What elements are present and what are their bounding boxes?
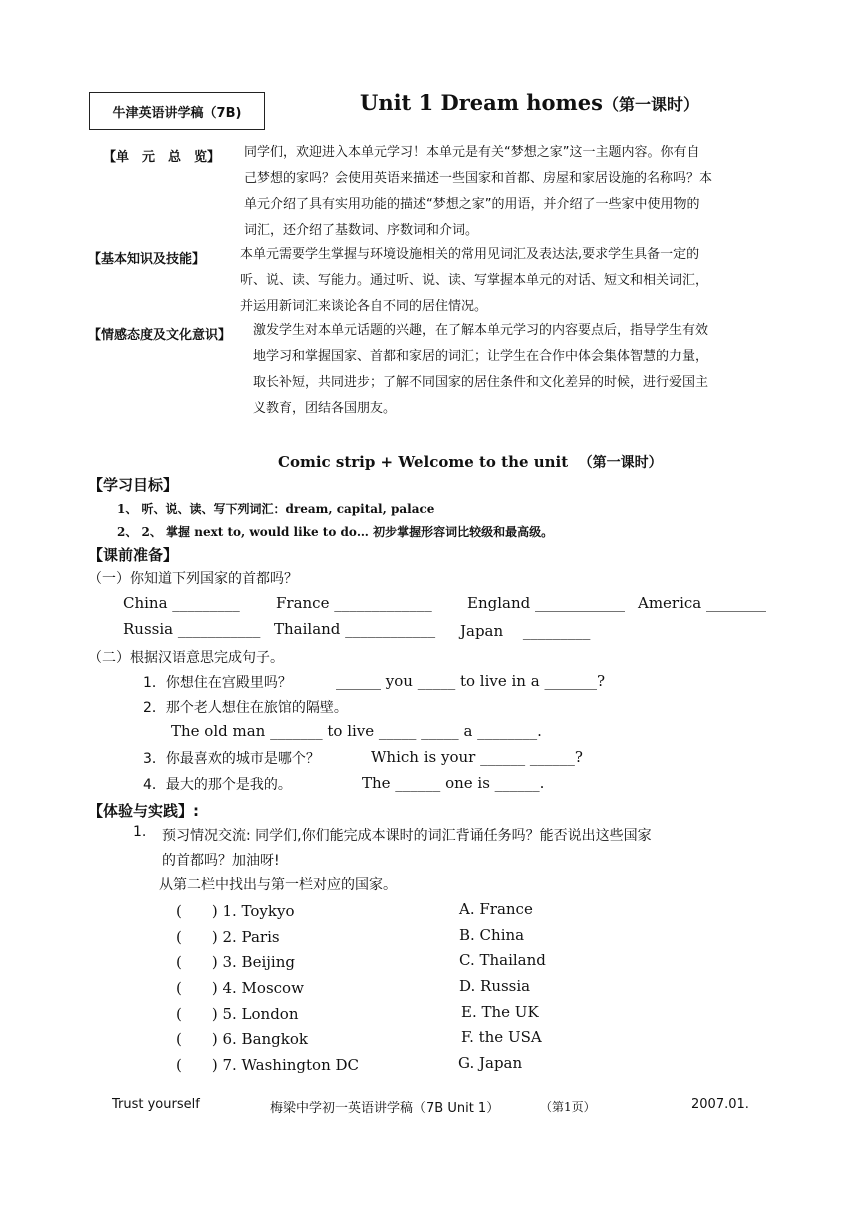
capital-blank[interactable]: Thailand ____________ bbox=[274, 620, 436, 638]
sentence-number: 1． bbox=[143, 675, 166, 691]
sentence-row bbox=[143, 697, 348, 717]
preview-part1: （一）你知道下列国家的首都吗？ bbox=[88, 571, 298, 587]
matching-right: F. the USA bbox=[461, 1028, 542, 1046]
lesson-subtitle bbox=[278, 452, 663, 472]
header-box-label: 牛津英语讲学稿（7B) bbox=[112, 105, 242, 121]
attitude-line: 义教育，团结各国朋友。 bbox=[253, 401, 397, 416]
footer-date: 2007.01. bbox=[691, 1097, 749, 1112]
page-title bbox=[360, 90, 699, 115]
matching-right: B. China bbox=[459, 926, 525, 944]
overview-label: 【单 元 总 览】 bbox=[103, 150, 221, 165]
page-title-main: Unit 1 Dream homes bbox=[360, 90, 603, 115]
matching-left[interactable]: ( ) 5. London bbox=[176, 1005, 299, 1023]
overview-text bbox=[244, 140, 712, 244]
sentence-number: 4． bbox=[143, 777, 166, 793]
sentence-english[interactable]: Which is your ______ ______? bbox=[371, 748, 583, 766]
matching-right: E. The UK bbox=[461, 1003, 539, 1021]
sentence-chinese: 最大的那个是我的。 bbox=[165, 777, 292, 793]
sentence-english[interactable]: ______ you _____ to live in a _______? bbox=[336, 672, 605, 690]
footer-title: 梅梁中学初一英语讲学稿（7B Unit 1） bbox=[270, 1101, 500, 1116]
header-box bbox=[89, 92, 265, 130]
lesson-subtitle-main: Comic strip + Welcome to the unit bbox=[278, 453, 569, 471]
sentence-number: 2． bbox=[143, 700, 166, 716]
practice-item-text bbox=[162, 824, 652, 874]
skills-line: 并运用新词汇来谈论各自不同的居住情况。 bbox=[240, 299, 488, 314]
matching-left[interactable]: ( ) 6. Bangkok bbox=[176, 1030, 308, 1048]
matching-left[interactable]: ( ) 3. Beijing bbox=[176, 953, 295, 971]
objective-item: 2、 2、 掌握 next to, would like to do… 初步掌握形容词比较级和最高级。 bbox=[117, 525, 554, 539]
preview-heading: 【课前准备】 bbox=[88, 546, 179, 564]
matching-left[interactable]: ( ) 2. Paris bbox=[176, 928, 280, 946]
sentence-chinese: 你想住在宫殿里吗？ bbox=[165, 675, 292, 691]
footer-motto: Trust yourself bbox=[112, 1097, 200, 1112]
practice-item-number: 1. bbox=[133, 824, 147, 840]
sentence-row bbox=[143, 672, 292, 692]
capital-blank[interactable]: Russia ___________ bbox=[123, 620, 261, 638]
attitude-text bbox=[253, 318, 708, 422]
overview-line: 词汇，还介绍了基数词、序数词和介词。 bbox=[244, 223, 479, 238]
sentence-row bbox=[143, 774, 292, 794]
overview-line: 同学们，欢迎进入本单元学习！本单元是有关“梦想之家”这一主题内容。你有自 bbox=[244, 145, 700, 160]
matching-right: A. France bbox=[459, 900, 533, 918]
matching-right: D. Russia bbox=[459, 977, 531, 995]
skills-text bbox=[240, 242, 708, 320]
overview-line: 己梦想的家吗？会使用英语来描述一些国家和首都、房屋和家居设施的名称吗？本 bbox=[244, 171, 713, 186]
practice-line: 预习情况交流: 同学们,你们能完成本课时的词汇背诵任务吗？能否说出这些国家 bbox=[162, 828, 652, 844]
attitude-line: 地学习和掌握国家、首都和家居的词汇；让学生在合作中体会集体智慧的力量， bbox=[253, 349, 709, 364]
capital-blank[interactable]: Japan _________ bbox=[460, 622, 591, 640]
matching-right: G. Japan bbox=[458, 1054, 523, 1072]
capital-blank[interactable]: China _________ bbox=[123, 594, 240, 612]
attitude-line: 激发学生对本单元话题的兴趣，在了解本单元学习的内容要点后，指导学生有效 bbox=[253, 323, 709, 338]
matching-right: C. Thailand bbox=[459, 951, 546, 969]
matching-instruction: 从第二栏中找出与第一栏对应的国家。 bbox=[159, 877, 397, 893]
attitude-label: 【情感态度及文化意识】 bbox=[88, 328, 232, 343]
skills-label: 【基本知识及技能】 bbox=[88, 252, 206, 267]
matching-left[interactable]: ( ) 1. Toykyo bbox=[176, 902, 295, 920]
objectives-heading: 【学习目标】 bbox=[88, 476, 179, 494]
objective-item: 1、 听、说、读、写下列词汇：dream, capital, palace bbox=[117, 502, 435, 516]
page-title-suffix: （第一课时） bbox=[602, 95, 699, 114]
overview-line: 单元介绍了具有实用功能的描述“梦想之家”的用语，并介绍了一些家中使用物的 bbox=[244, 197, 700, 212]
attitude-line: 取长补短，共同进步；了解不同国家的居住条件和文化差异的时候，进行爱国主 bbox=[253, 375, 709, 390]
footer-page-number: （第1页） bbox=[540, 1100, 596, 1114]
sentence-chinese: 你最喜欢的城市是哪个？ bbox=[165, 751, 320, 767]
sentence-chinese: 那个老人想住在旅馆的隔壁。 bbox=[165, 700, 348, 716]
capital-blank[interactable]: America ________ bbox=[638, 594, 767, 612]
matching-left[interactable]: ( ) 4. Moscow bbox=[176, 979, 304, 997]
capital-blank[interactable]: France _____________ bbox=[276, 594, 432, 612]
sentence-row bbox=[143, 748, 320, 768]
preview-part2: （二）根据汉语意思完成句子。 bbox=[88, 650, 284, 666]
sentence-english[interactable]: The old man _______ to live _____ _____ a ________. bbox=[171, 722, 542, 740]
practice-line: 的首都吗？加油呀! bbox=[162, 853, 280, 869]
capital-blank[interactable]: England ____________ bbox=[467, 594, 625, 612]
skills-line: 本单元需要学生掌握与环境设施相关的常用见词汇及表达法,要求学生具备一定的 bbox=[240, 247, 700, 262]
sentence-english[interactable]: The ______ one is ______. bbox=[362, 774, 545, 792]
lesson-subtitle-suffix: （第一课时） bbox=[578, 455, 663, 471]
sentence-number: 3． bbox=[143, 751, 166, 767]
practice-heading: 【体验与实践】: bbox=[88, 802, 199, 820]
matching-left[interactable]: ( ) 7. Washington DC bbox=[176, 1056, 360, 1074]
skills-line: 听、说、读、写能力。通过听、说、读、写掌握本单元的对话、短文和相关词汇， bbox=[240, 273, 709, 288]
